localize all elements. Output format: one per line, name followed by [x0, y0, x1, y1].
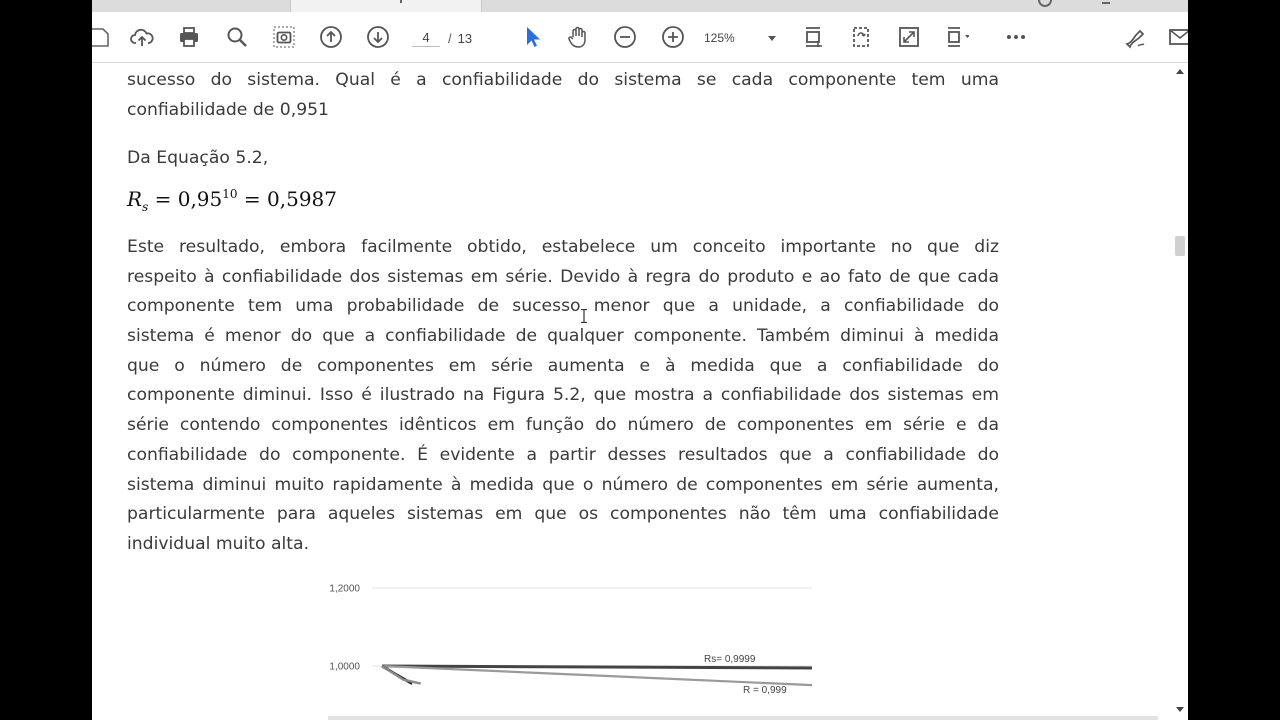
scroll-down-arrow-icon[interactable] [1176, 707, 1184, 712]
document-page [92, 63, 1172, 720]
more-tools-icon[interactable] [1002, 23, 1030, 51]
zoom-out-icon[interactable] [611, 23, 639, 51]
toolbar [92, 12, 1188, 63]
sign-icon[interactable] [1122, 23, 1150, 51]
page-total: 13 [457, 30, 473, 46]
text-line: que o número de componentes em série aumenta e à medida que a confiabilidade do [127, 355, 999, 376]
equation-rs [127, 187, 337, 214]
page-number-input[interactable]: 4 [412, 30, 440, 47]
equation-lhs-subscript: s [142, 200, 149, 214]
series-line [382, 666, 421, 684]
series-label-rs: Rs= 0,9999 [704, 654, 756, 665]
minimize-icon[interactable] [1102, 2, 1110, 4]
snapshot-icon[interactable] [270, 23, 298, 51]
text-line: confiabilidade de 0,951 [127, 99, 329, 120]
horizontal-scrollbar[interactable] [328, 716, 1158, 720]
series-label-r: R = 0,999 [743, 685, 787, 696]
reliability-chart [322, 573, 822, 720]
zoom-in-icon[interactable] [659, 23, 687, 51]
text-line: sistema diminui muito rapidamente à medida que o número de componentes em série aumenta, [127, 474, 999, 495]
text-line: Este resultado, embora facilmente obtido, estabelece um conceito importante no que diz [127, 237, 999, 257]
full-screen-icon[interactable] [895, 23, 923, 51]
text-line: confiabilidade do componente. É evidente a partir desses resultados que a confiabilidade do [127, 444, 999, 465]
text-line: individual muito alta. [127, 533, 310, 554]
equation-equals: = [154, 187, 172, 211]
email-icon[interactable] [1166, 23, 1188, 51]
text-line: componente tem uma probabilidade de sucesso menor que a unidade, a confiabilidade do [127, 296, 999, 317]
hand-tool-icon[interactable] [564, 23, 592, 51]
text-line: componente diminui. Isso é ilustrado na Figura 5.2, que mostra a confiabilidade dos sistemas em [127, 385, 999, 406]
zoom-dropdown[interactable] [704, 27, 776, 49]
fit-page-icon[interactable] [800, 23, 828, 51]
page-display-icon[interactable] [942, 23, 970, 51]
series-line [382, 666, 812, 668]
page-navigator [412, 27, 484, 49]
zoom-search-icon[interactable] [223, 23, 251, 51]
tab-strip [92, 0, 1188, 12]
select-cursor-icon[interactable] [518, 23, 546, 51]
pdf-viewer-window [92, 0, 1188, 720]
equation-lhs: R [127, 187, 143, 211]
cloud-upload-icon[interactable] [128, 23, 156, 51]
text-line: série contendo componentes idênticos em função do número de componentes em série e da [127, 415, 999, 436]
help-icon[interactable] [1038, 0, 1052, 7]
text-line: respeito à confiabilidade dos sistemas em série. Devido à regra do produto e ao fato de que cada [127, 266, 999, 287]
equation-equals: = [243, 187, 261, 211]
text-line: particularmente para aqueles sistemas em que os componentes não têm uma confiabilidade [127, 504, 999, 525]
rotate-page-icon[interactable] [847, 23, 875, 51]
tab-indicator [400, 0, 402, 3]
scroll-thumb[interactable] [1175, 236, 1185, 256]
vertical-scrollbar[interactable] [1172, 63, 1188, 720]
text-cursor-icon [581, 309, 587, 323]
y-tick-label: 1,0000 [329, 661, 360, 673]
paragraph-question [127, 66, 999, 125]
chevron-down-icon [768, 36, 776, 41]
text-line: sucesso do sistema. Qual é a confiabilidade do sistema se cada componente tem uma [127, 70, 999, 90]
y-tick-label: 1,2000 [329, 583, 360, 595]
equation-result: 0,5987 [267, 187, 337, 211]
previous-page-icon[interactable] [317, 23, 345, 51]
paragraph-explanation [127, 233, 999, 560]
next-page-icon[interactable] [364, 23, 392, 51]
equation-base: 0,95 [177, 187, 223, 211]
text-line: sistema é menor do que a confiabilidade de qualquer componente. Também diminui à medida [127, 326, 999, 347]
equation-exponent: 10 [222, 187, 238, 201]
page-separator: / [448, 30, 452, 46]
paragraph-equation-ref: Da Equação 5.2, [127, 148, 269, 168]
tab-document[interactable] [290, 0, 482, 12]
zoom-value: 125% [704, 31, 735, 45]
print-icon[interactable] [175, 23, 203, 51]
scroll-up-arrow-icon[interactable] [1176, 69, 1184, 74]
save-icon[interactable] [92, 23, 114, 51]
